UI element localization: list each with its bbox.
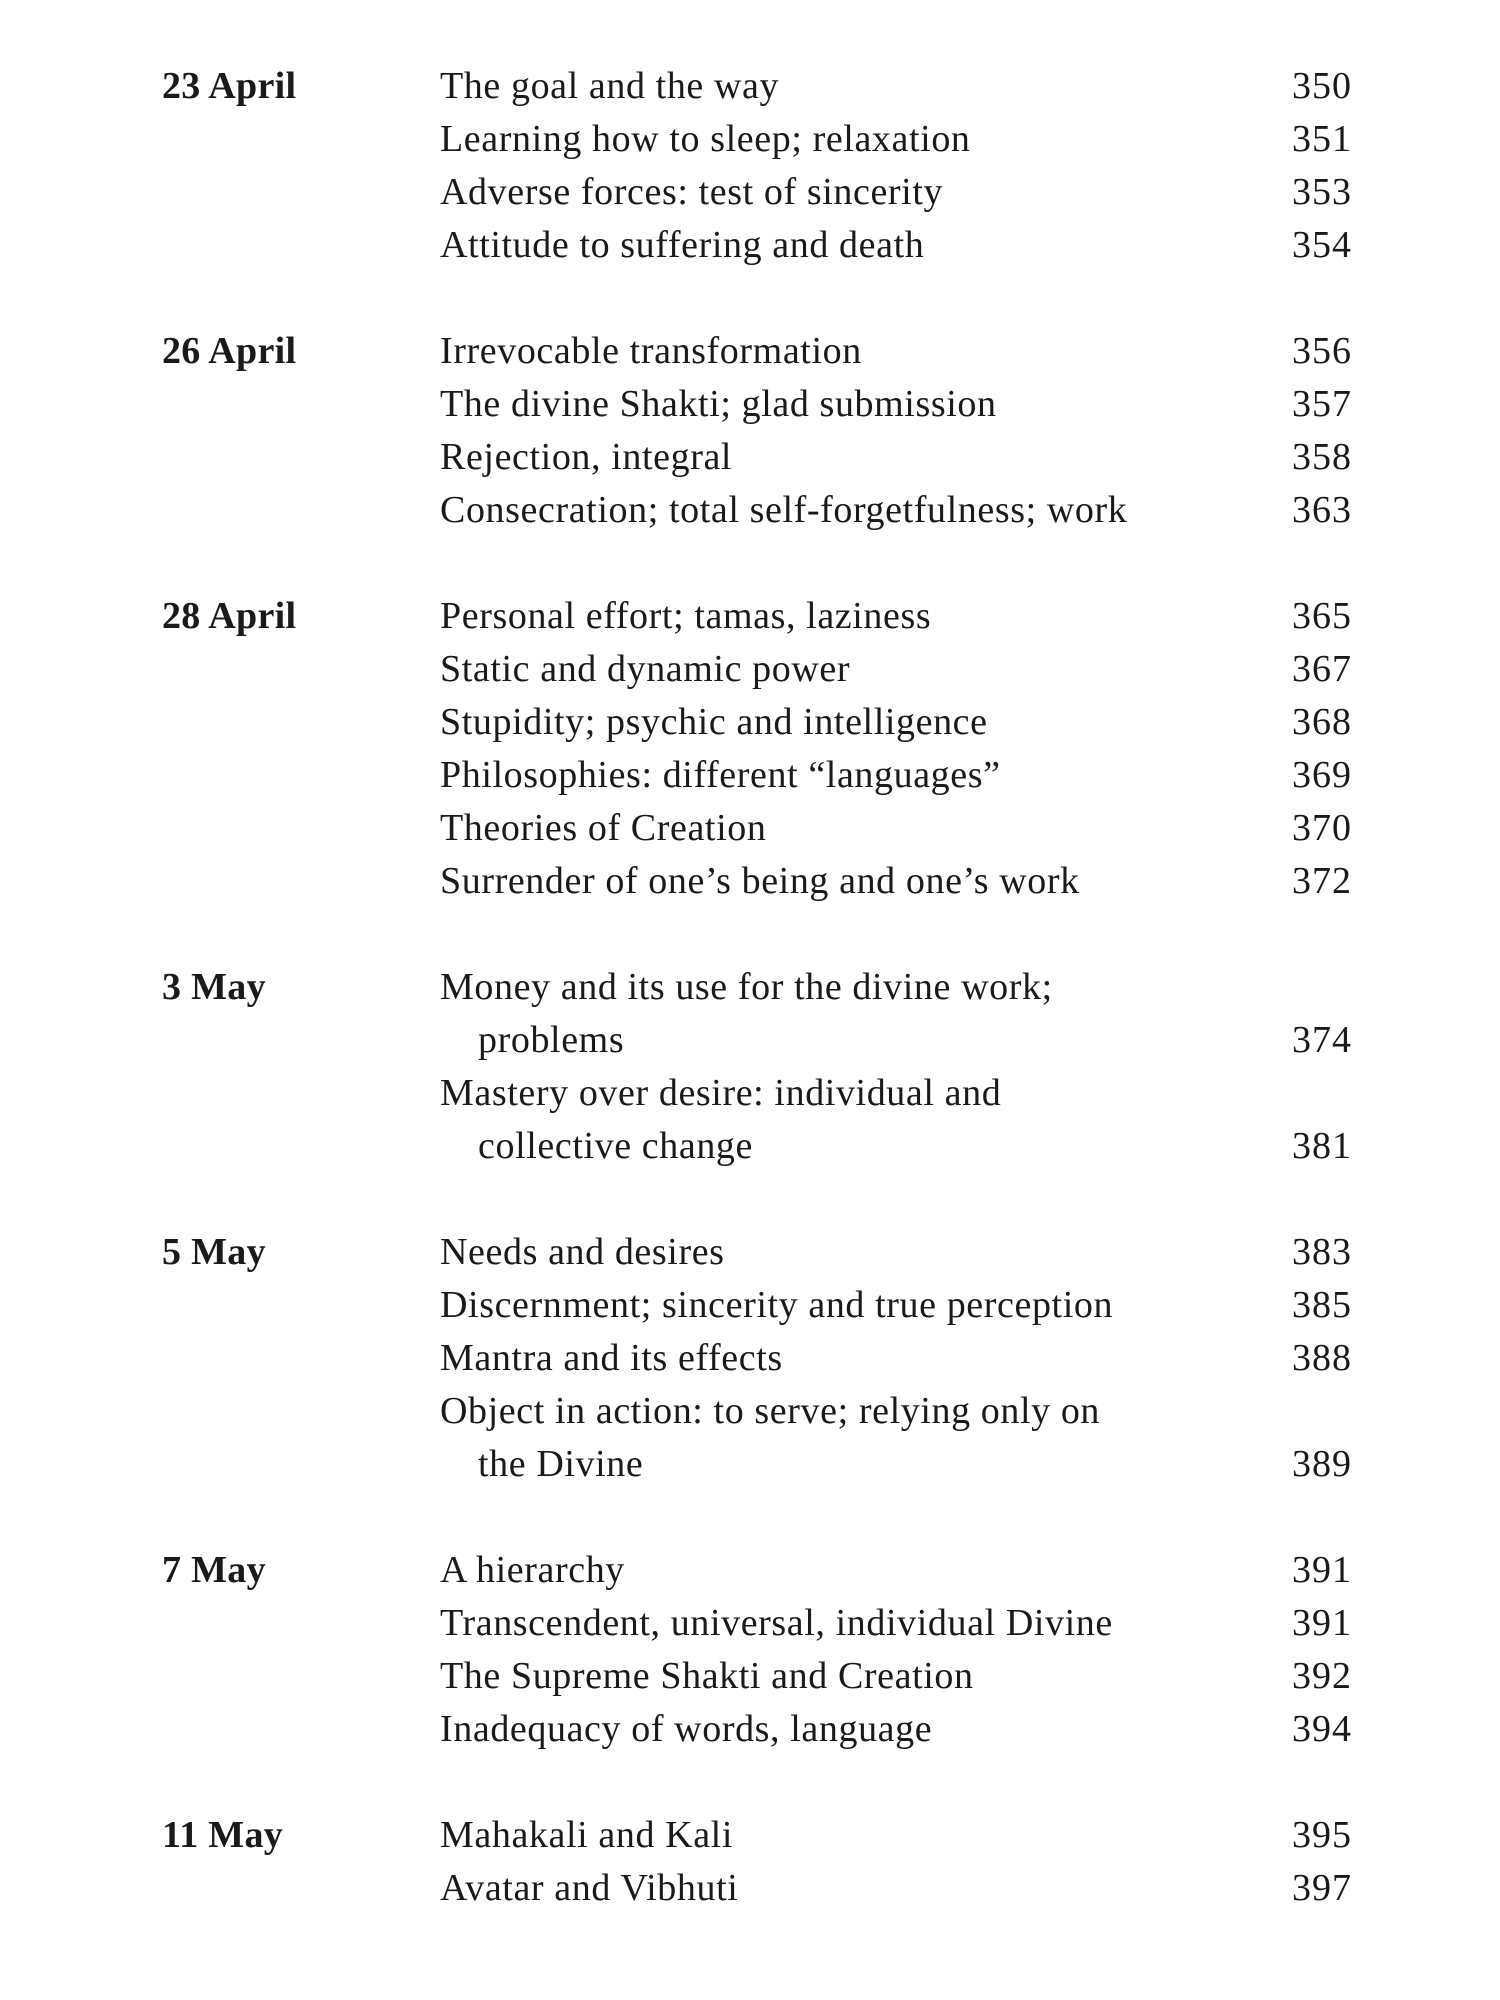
page-number: 388: [1292, 1337, 1352, 1379]
page-number: 374: [1292, 1019, 1352, 1061]
entry-list: [440, 1544, 1352, 1756]
toc-entry: [440, 1809, 1352, 1862]
page-number: 369: [1292, 754, 1352, 796]
entry-title: Discernment; sincerity and true perception: [440, 1284, 1114, 1326]
toc-entry: [440, 1067, 1352, 1173]
page-number: 395: [1292, 1814, 1352, 1856]
date-heading: 23 April: [162, 65, 297, 107]
toc-entry: [440, 1332, 1352, 1385]
toc-entry: [440, 1279, 1352, 1332]
entry-title: The goal and the way: [440, 65, 780, 107]
page-number: 353: [1292, 171, 1352, 213]
toc-entry: [440, 484, 1352, 537]
toc-entry: [440, 749, 1352, 802]
page-number: 354: [1292, 224, 1352, 266]
entry-title: Philosophies: different “languages”: [440, 754, 1001, 796]
toc-entry: [440, 60, 1352, 113]
date-heading: 28 April: [162, 595, 297, 637]
page-number: 394: [1292, 1708, 1352, 1750]
toc-entry: [440, 643, 1352, 696]
table-of-contents: [0, 60, 1500, 1968]
date-heading: 3 May: [162, 966, 266, 1008]
entry-list: [440, 60, 1352, 272]
entry-title-continuation: the Divine: [478, 1443, 644, 1485]
toc-date-group: [0, 60, 1500, 272]
toc-date-group: [0, 325, 1500, 537]
entry-list: [440, 1226, 1352, 1491]
entry-title: The divine Shakti; glad submission: [440, 383, 997, 425]
entry-title: Object in action: to serve; relying only on: [440, 1390, 1101, 1432]
page-number: 389: [1292, 1443, 1352, 1485]
toc-entry: [440, 590, 1352, 643]
page-number: 397: [1292, 1867, 1352, 1909]
toc-date-group: [0, 590, 1500, 908]
date-heading: 5 May: [162, 1231, 266, 1273]
entry-title: Learning how to sleep; relaxation: [440, 118, 971, 160]
toc-entry: [440, 1597, 1352, 1650]
date-heading: 7 May: [162, 1549, 266, 1591]
entry-title-continuation: collective change: [478, 1125, 753, 1167]
toc-entry: [440, 1650, 1352, 1703]
toc-entry: [440, 961, 1352, 1067]
date-heading: 11 May: [162, 1814, 284, 1856]
page-number: 367: [1292, 648, 1352, 690]
entry-title-continuation: problems: [478, 1019, 625, 1061]
entry-title: Transcendent, universal, individual Divine: [440, 1602, 1113, 1644]
toc-entry: [440, 1862, 1352, 1915]
entry-title: Static and dynamic power: [440, 648, 851, 690]
entry-title: Mastery over desire: individual and: [440, 1072, 1002, 1114]
page-number: 368: [1292, 701, 1352, 743]
entry-title: Attitude to suffering and death: [440, 224, 925, 266]
page-number: 350: [1292, 65, 1352, 107]
entry-title: Mahakali and Kali: [440, 1814, 733, 1856]
entry-title: Irrevocable transformation: [440, 330, 862, 372]
entry-title: The Supreme Shakti and Creation: [440, 1655, 974, 1697]
entry-title: Money and its use for the divine work;: [440, 966, 1053, 1008]
toc-date-group: [0, 961, 1500, 1173]
page-number: 391: [1292, 1602, 1352, 1644]
entry-title: A hierarchy: [440, 1549, 625, 1591]
page-number: 357: [1292, 383, 1352, 425]
entry-list: [440, 325, 1352, 537]
page-number: 372: [1292, 860, 1352, 902]
entry-list: [440, 1809, 1352, 1915]
entry-title: Mantra and its effects: [440, 1337, 783, 1379]
toc-entry: [440, 431, 1352, 484]
toc-entry: [440, 166, 1352, 219]
toc-entry: [440, 1385, 1352, 1491]
toc-entry: [440, 1703, 1352, 1756]
toc-entry: [440, 113, 1352, 166]
entry-title: Consecration; total self-forgetfulness; work: [440, 489, 1128, 531]
entry-list: [440, 961, 1352, 1173]
toc-entry: [440, 325, 1352, 378]
toc-date-group: [0, 1809, 1500, 1915]
entry-title: Needs and desires: [440, 1231, 725, 1273]
entry-title: Adverse forces: test of sincerity: [440, 171, 944, 213]
toc-entry: [440, 219, 1352, 272]
date-heading: 26 April: [162, 330, 297, 372]
page-number: 381: [1292, 1125, 1352, 1167]
page-number: 356: [1292, 330, 1352, 372]
toc-entry: [440, 802, 1352, 855]
toc-entry: [440, 378, 1352, 431]
page-number: 385: [1292, 1284, 1352, 1326]
entry-title: Surrender of one’s being and one’s work: [440, 860, 1080, 902]
toc-entry: [440, 696, 1352, 749]
page-number: 351: [1292, 118, 1352, 160]
entry-title: Inadequacy of words, language: [440, 1708, 933, 1750]
entry-title: Stupidity; psychic and intelligence: [440, 701, 988, 743]
page-number: 383: [1292, 1231, 1352, 1273]
entry-title: Avatar and Vibhuti: [440, 1867, 739, 1909]
toc-entry: [440, 1226, 1352, 1279]
page-number: 392: [1292, 1655, 1352, 1697]
toc-date-group: [0, 1226, 1500, 1491]
page-number: 358: [1292, 436, 1352, 478]
page-number: 363: [1292, 489, 1352, 531]
toc-date-group: [0, 1544, 1500, 1756]
page-number: 370: [1292, 807, 1352, 849]
page-number: 391: [1292, 1549, 1352, 1591]
entry-title: Rejection, integral: [440, 436, 733, 478]
toc-entry: [440, 855, 1352, 908]
toc-entry: [440, 1544, 1352, 1597]
entry-title: Theories of Creation: [440, 807, 767, 849]
page-number: 365: [1292, 595, 1352, 637]
entry-title: Personal effort; tamas, laziness: [440, 595, 932, 637]
entry-list: [440, 590, 1352, 908]
